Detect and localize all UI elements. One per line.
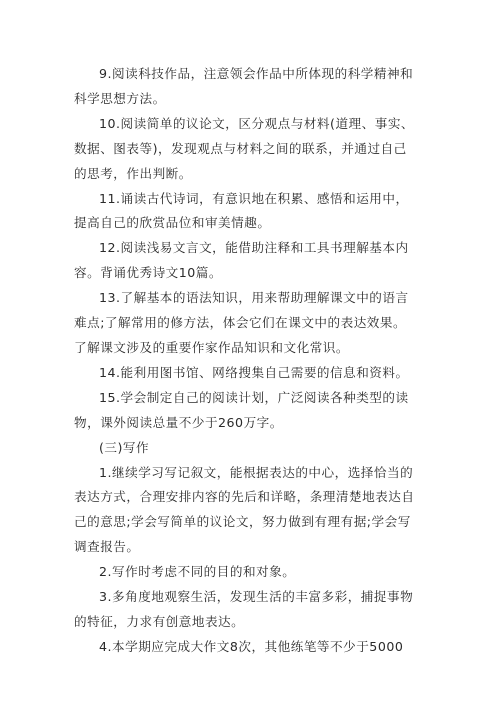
paragraph-line: 1.继续学习写记叙文，能根据表达的中心，选择恰当的 [99, 464, 414, 480]
paragraph-line: 10.阅读简单的议论文，区分观点与材料(道理、事实、 [99, 115, 415, 131]
paragraph-line: 物，课外阅读总量不少于260万字。 [74, 414, 283, 430]
paragraph-line: 难点;了解常用的修方法，体会它们在课文中的表达效果。 [74, 315, 407, 331]
paragraph-item-10 [74, 112, 434, 187]
paragraph-line: 科学思想方法。 [74, 90, 166, 106]
paragraph-line: 14.能利用图书馆、网络搜集自己需要的信息和资料。 [99, 364, 409, 380]
paragraph-line: 表达方式，合理安排内容的先后和详略，条理清楚地表达自 [74, 489, 415, 505]
section-heading-writing [74, 436, 434, 461]
section-heading: (三)写作 [99, 439, 150, 455]
paragraph-writing-3 [74, 585, 434, 635]
paragraph-line: 己的意思;学会写简单的议论文，努力做到有理有据;学会写 [74, 514, 411, 530]
paragraph-line: 提高自己的欣赏品位和审美情趣。 [74, 215, 271, 231]
paragraph-line: 容。背诵优秀诗文10篇。 [74, 265, 222, 281]
paragraph-line: 3.多角度地观察生活，发现生活的丰富多彩，捕捉事物 [99, 589, 414, 605]
paragraph-line: 的思考，作出判断。 [74, 165, 192, 181]
paragraph-line: 2.写作时考虑不同的目的和对象。 [99, 564, 296, 580]
paragraph-item-13 [74, 286, 434, 361]
paragraph-item-12 [74, 236, 434, 286]
paragraph-writing-2 [74, 560, 434, 585]
paragraph-item-11 [74, 187, 434, 237]
paragraph-writing-4 [74, 635, 434, 660]
paragraph-line: 4.本学期应完成大作文8次，其他练笔等不少于5000 [99, 638, 404, 654]
paragraph-item-14 [74, 361, 434, 386]
paragraph-item-9 [74, 62, 434, 112]
paragraph-line: 的特征，力求有创意地表达。 [74, 613, 245, 629]
paragraph-line: 11.诵读古代诗词，有意识地在积累、感悟和运用中， [99, 190, 409, 206]
paragraph-line: 15.学会制定自己的阅读计划，广泛阅读各种类型的读 [99, 389, 409, 405]
paragraph-writing-1 [74, 461, 434, 561]
paragraph-line: 9.阅读科技作品，注意领会作品中所体现的科学精神和 [99, 66, 414, 81]
paragraph-line: 数据、图表等)，发现观点与材料之间的联系，并通过自己 [74, 140, 407, 156]
document-body [74, 62, 434, 660]
paragraph-line: 了解课文涉及的重要作家作品知识和文化常识。 [74, 339, 349, 355]
paragraph-line: 13.了解基本的语法知识，用来帮助理解课文中的语言 [99, 290, 409, 306]
paragraph-item-15 [74, 386, 434, 436]
paragraph-line: 调查报告。 [74, 539, 140, 555]
paragraph-line: 12.阅读浅易文言文，能借助注释和工具书理解基本内 [99, 240, 409, 256]
